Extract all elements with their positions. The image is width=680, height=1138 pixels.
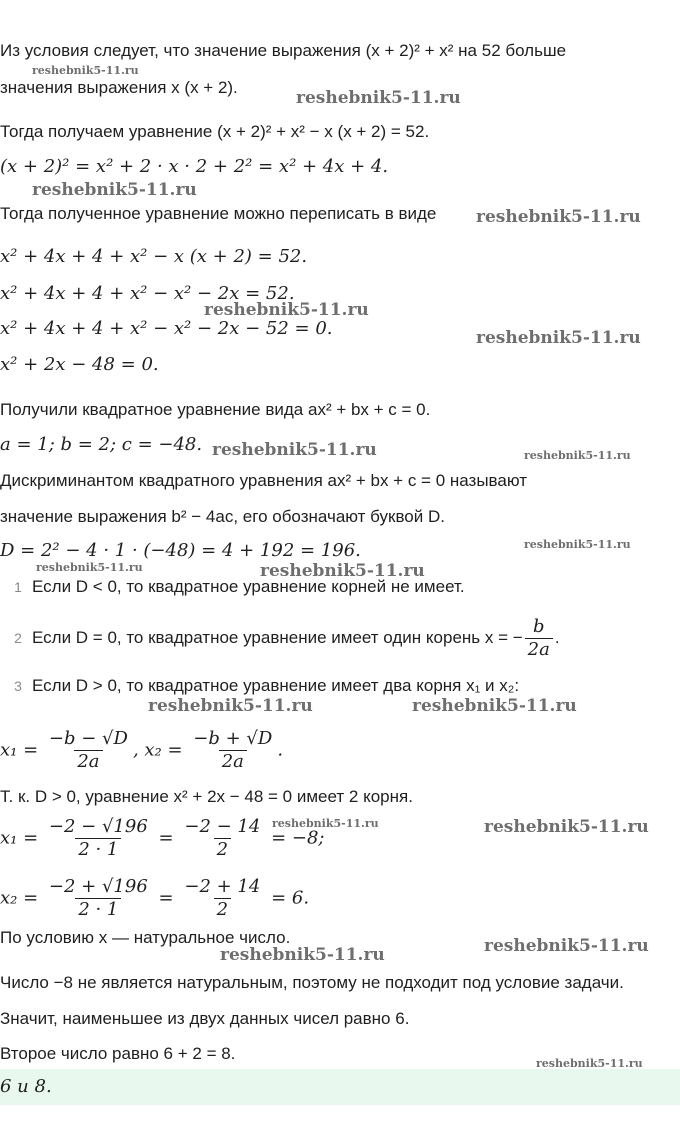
list-item-3 [4,675,519,697]
list-item-2 [4,616,560,661]
root1-equals: = [158,827,174,849]
x1-label: x₁ = [0,739,39,761]
x2-denominator: 2a [219,750,247,773]
list-item-text: Если D = 0, то квадратное уравнение имеет один корень x = − [32,628,523,647]
root2-denominator-a: 2 · 1 [75,898,121,921]
root1-denominator-a: 2 · 1 [75,838,121,861]
text-line-25: Второе число равно 6 + 2 = 8. [0,1044,236,1063]
x1-numerator: −b − √D [48,728,128,749]
text-line-2: значения выражения x (x + 2). [0,78,238,97]
watermark: reshebnik5-11.ru [476,328,641,348]
root1-numerator-a: −2 − √196 [48,816,148,837]
math-line-11: a = 1; b = 2; c = −48. [0,434,203,455]
watermark: reshebnik5-11.ru [272,817,379,830]
math-line-8: x² + 4x + 4 + x² − x² − 2x − 52 = 0. [0,318,333,339]
watermark: reshebnik5-11.ru [484,817,649,837]
watermark: reshebnik5-11.ru [296,88,461,108]
root2-result: = 6. [271,887,310,909]
text-line-3: Тогда получаем уравнение (x + 2)² + x² − x (x + 2) = 52. [0,122,430,141]
watermark: reshebnik5-11.ru [36,561,143,574]
watermark: reshebnik5-11.ru [260,561,425,581]
list-item-text: Если D > 0, то квадратное уравнение имеет два корня x₁ и x₂: [32,676,520,695]
root1-result: = −8; [271,827,325,849]
math-line-4: (x + 2)² = x² + 2 · x · 2 + 2² = x² + 4x + 4. [0,156,389,177]
text-line-24: Значит, наименьшее из двух данных чисел равно 6. [0,1009,410,1028]
x2-fraction [190,728,275,773]
watermark: reshebnik5-11.ru [32,180,197,200]
fraction-denominator: 2a [525,638,553,661]
root2-numerator-b: −2 + 14 [184,876,261,897]
text-line-1: Из условия следует, что значение выражения (x + 2)² + x² на 52 больше [0,41,567,60]
root2-numerator-a: −2 + √196 [48,876,148,897]
root2-denominator-b: 2 [214,898,231,921]
math-line-14: D = 2² − 4 · 1 · (−48) = 4 + 192 = 196. [0,540,361,561]
roots-formula [0,728,283,773]
watermark: reshebnik5-11.ru [212,440,377,460]
text-line-13: значение выражения b² − 4ac, его обозначают буквой D. [0,507,445,526]
watermark: reshebnik5-11.ru [220,945,385,965]
root1-fraction-b [181,816,263,861]
formula-tail: . [277,739,284,761]
x1-denominator: 2a [74,750,102,773]
x2-numerator: −b + √D [193,728,273,749]
watermark: reshebnik5-11.ru [204,300,369,320]
text-line-22: По условию x — натуральное число. [0,928,291,947]
list-item-tail: . [554,628,560,647]
text-line-10: Получили квадратное уравнение вида ax² + bx + c = 0. [0,400,431,419]
text-line-12: Дискриминантом квадратного уравнения ax² + bx + c = 0 называют [0,471,527,490]
watermark: reshebnik5-11.ru [536,1057,643,1070]
answer-text: 6 и 8. [0,1076,52,1097]
math-line-6: x² + 4x + 4 + x² − x (x + 2) = 52. [0,246,308,267]
root2-fraction-a [46,876,151,921]
root2-fraction-b [181,876,263,921]
watermark: reshebnik5-11.ru [524,538,631,551]
root1-denominator-b: 2 [214,838,231,861]
x1-fraction [46,728,131,773]
list-number: 1 [14,579,22,595]
answer-box [0,1069,680,1105]
root1-fraction-a [46,816,151,861]
watermark: reshebnik5-11.ru [412,696,577,716]
watermark: reshebnik5-11.ru [476,207,641,227]
root1-label: x₁ = [0,827,39,849]
watermark: reshebnik5-11.ru [484,936,649,956]
math-line-7: x² + 4x + 4 + x² − x² − 2x = 52. [0,283,295,304]
list-number: 3 [14,678,22,694]
fraction [525,616,553,661]
text-line-5: Тогда полученное уравнение можно переписать в виде [0,204,437,223]
x2-label: , x₂ = [132,739,183,761]
root2-equals: = [158,887,174,909]
root2-label: x₂ = [0,887,39,909]
fraction-numerator: b [533,616,545,638]
math-line-9: x² + 2x − 48 = 0. [0,354,159,375]
watermark: reshebnik5-11.ru [148,696,313,716]
watermark: reshebnik5-11.ru [524,449,631,462]
root1-numerator-b: −2 − 14 [184,816,261,837]
list-item-text: Если D < 0, то квадратное уравнение корней не имеет. [32,577,465,596]
root2-line [0,876,309,921]
list-number: 2 [14,630,22,646]
text-line-19: Т. к. D > 0, уравнение x² + 2x − 48 = 0 имеет 2 корня. [0,787,413,806]
watermark: reshebnik5-11.ru [32,64,139,77]
text-line-23: Число −8 не является натуральным, поэтому не подходит под условие задачи. [0,973,624,992]
